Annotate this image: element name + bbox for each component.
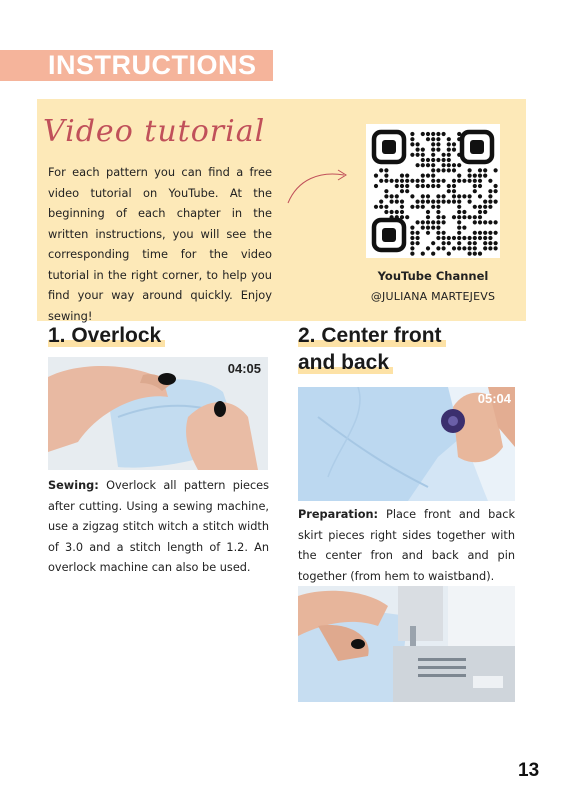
qr-dot xyxy=(452,148,456,152)
qr-dot xyxy=(410,137,414,141)
qr-dot xyxy=(457,132,461,136)
qr-dot xyxy=(421,179,425,183)
qr-dot xyxy=(374,205,378,209)
qr-dot xyxy=(436,231,440,235)
qr-dot xyxy=(395,215,399,219)
qr-dot xyxy=(478,252,482,256)
qr-dot xyxy=(473,205,477,209)
qr-dot xyxy=(447,168,451,172)
qr-dot xyxy=(478,210,482,214)
qr-dot xyxy=(400,184,404,188)
qr-dot xyxy=(462,226,466,230)
qr-dot xyxy=(442,132,446,136)
qr-dot xyxy=(426,163,430,167)
qr-dot xyxy=(483,231,487,235)
qr-dot xyxy=(436,184,440,188)
qr-dot xyxy=(395,210,399,214)
qr-dot xyxy=(452,184,456,188)
qr-dot xyxy=(457,220,461,224)
qr-dot xyxy=(384,205,388,209)
qr-dot xyxy=(426,174,430,178)
qr-dot xyxy=(416,205,420,209)
qr-dot xyxy=(447,189,451,193)
qr-dot xyxy=(405,184,409,188)
qr-dot xyxy=(390,179,394,183)
qr-dot xyxy=(488,200,492,204)
qr-dot xyxy=(431,226,435,230)
qr-dot xyxy=(436,179,440,183)
qr-dot xyxy=(462,215,466,219)
sewing-machine-image xyxy=(298,586,515,702)
qr-dot xyxy=(452,189,456,193)
qr-dot xyxy=(400,210,404,214)
qr-dot xyxy=(395,184,399,188)
qr-dot xyxy=(468,241,472,245)
qr-dot xyxy=(416,236,420,240)
qr-dot xyxy=(478,236,482,240)
qr-dot xyxy=(488,205,492,209)
qr-dot xyxy=(405,179,409,183)
qr-dot xyxy=(395,194,399,198)
qr-dot xyxy=(442,231,446,235)
qr-dot xyxy=(416,241,420,245)
qr-dot xyxy=(436,200,440,204)
qr-dot xyxy=(416,142,420,146)
qr-dot xyxy=(431,241,435,245)
qr-dot xyxy=(473,220,477,224)
qr-dot xyxy=(457,246,461,250)
qr-dot xyxy=(488,189,492,193)
qr-dot xyxy=(447,200,451,204)
section-1-timestamp: 04:05 xyxy=(227,361,261,376)
qr-dot xyxy=(457,200,461,204)
qr-dot xyxy=(447,148,451,152)
qr-dot xyxy=(473,215,477,219)
qr-dot xyxy=(447,241,451,245)
qr-dot xyxy=(452,194,456,198)
qr-dot xyxy=(436,205,440,209)
qr-dot xyxy=(426,226,430,230)
qr-dot xyxy=(436,246,440,250)
qr-dot xyxy=(483,168,487,172)
qr-dot xyxy=(494,246,498,250)
qr-dot xyxy=(478,215,482,219)
qr-dot xyxy=(457,137,461,141)
qr-dot xyxy=(395,200,399,204)
qr-dot xyxy=(468,194,472,198)
qr-dot xyxy=(436,168,440,172)
qr-dot xyxy=(478,194,482,198)
qr-dot xyxy=(426,158,430,162)
page-number: 13 xyxy=(518,760,540,781)
qr-dot xyxy=(384,179,388,183)
qr-dot xyxy=(457,153,461,157)
qr-dot xyxy=(494,168,498,172)
qr-dot xyxy=(400,179,404,183)
qr-dot xyxy=(488,241,492,245)
qr-dot xyxy=(447,236,451,240)
qr-code-icon xyxy=(366,124,500,258)
qr-dot xyxy=(468,246,472,250)
qr-dot xyxy=(390,210,394,214)
qr-dot xyxy=(426,246,430,250)
qr-dot xyxy=(431,163,435,167)
qr-dot xyxy=(416,200,420,204)
qr-dot xyxy=(452,246,456,250)
qr-dot xyxy=(442,158,446,162)
qr-dot xyxy=(436,194,440,198)
section-1-step-text: Overlock all pattern pieces after cutting. Using a sewing machine, use a zigzag stitch witch a stitch width of 3.0 and a stitch length of 1.2. An overlock machine can also be used. xyxy=(48,479,269,574)
qr-dot xyxy=(416,220,420,224)
qr-dot xyxy=(379,205,383,209)
qr-dot xyxy=(483,241,487,245)
qr-dot xyxy=(436,215,440,219)
qr-dot xyxy=(447,153,451,157)
qr-dot xyxy=(483,236,487,240)
page-title: INSTRUCTIONS xyxy=(48,50,257,80)
qr-dot xyxy=(421,163,425,167)
qr-dot xyxy=(431,220,435,224)
qr-dot xyxy=(483,205,487,209)
youtube-channel-handle[interactable]: @JULIANA MARTEJEVS xyxy=(370,290,496,303)
qr-dot xyxy=(478,174,482,178)
qr-dot xyxy=(421,200,425,204)
qr-dot xyxy=(416,153,420,157)
qr-dot xyxy=(431,200,435,204)
qr-dot xyxy=(494,241,498,245)
qr-dot xyxy=(447,184,451,188)
qr-dot xyxy=(442,215,446,219)
qr-dot xyxy=(462,194,466,198)
qr-dot xyxy=(442,220,446,224)
qr-dot xyxy=(462,179,466,183)
qr-dot xyxy=(457,194,461,198)
qr-dot xyxy=(478,168,482,172)
qr-dot xyxy=(431,179,435,183)
qr-dot xyxy=(431,132,435,136)
qr-dot xyxy=(473,184,477,188)
qr-dot xyxy=(488,194,492,198)
qr-dot xyxy=(410,236,414,240)
qr-dot xyxy=(410,194,414,198)
section-2-timestamp: 05:04 xyxy=(477,391,511,406)
qr-dot xyxy=(442,200,446,204)
qr-dot xyxy=(431,205,435,209)
qr-dot xyxy=(457,210,461,214)
section-2-title xyxy=(298,322,446,376)
qr-dot xyxy=(452,236,456,240)
qr-dot xyxy=(421,174,425,178)
qr-dot xyxy=(462,246,466,250)
qr-dot xyxy=(426,210,430,214)
qr-dot xyxy=(426,194,430,198)
qr-dot xyxy=(431,142,435,146)
qr-dot xyxy=(442,241,446,245)
qr-dot xyxy=(384,174,388,178)
qr-dot xyxy=(488,179,492,183)
qr-dot xyxy=(468,174,472,178)
qr-dot xyxy=(462,210,466,214)
qr-dot xyxy=(416,148,420,152)
qr-dot xyxy=(494,184,498,188)
qr-dot xyxy=(410,252,414,256)
qr-dot xyxy=(436,236,440,240)
qr-dot xyxy=(436,132,440,136)
qr-dot xyxy=(436,158,440,162)
qr-dot xyxy=(457,226,461,230)
qr-dot xyxy=(426,220,430,224)
qr-dot xyxy=(421,148,425,152)
qr-dot xyxy=(457,179,461,183)
qr-dot xyxy=(483,210,487,214)
section-2-text xyxy=(298,505,515,587)
qr-dot xyxy=(431,252,435,256)
qr-dot xyxy=(468,179,472,183)
qr-dot xyxy=(421,158,425,162)
qr-dot xyxy=(488,246,492,250)
qr-dot xyxy=(468,215,472,219)
qr-dot xyxy=(452,163,456,167)
qr-dot xyxy=(400,205,404,209)
qr-dot xyxy=(468,200,472,204)
qr-dot xyxy=(483,220,487,224)
video-tutorial-title: Video tutorial xyxy=(43,114,266,149)
qr-dot xyxy=(442,153,446,157)
qr-dot xyxy=(442,179,446,183)
qr-dot xyxy=(421,252,425,256)
qr-dot xyxy=(416,179,420,183)
qr-dot xyxy=(457,241,461,245)
qr-dot xyxy=(483,246,487,250)
video-tutorial-text: For each pattern you can find a free video tutorial on YouTube. At the beginning of each chapter in the written instructions, you will see the corresponding time for the video tutorial in the right corner, to help you find your way around quickly. Enjoy sewing! xyxy=(48,165,272,323)
qr-dot xyxy=(488,236,492,240)
qr-dot xyxy=(379,179,383,183)
qr-dot xyxy=(462,236,466,240)
section-1-video-thumbnail[interactable] xyxy=(48,357,268,470)
qr-dot xyxy=(457,174,461,178)
qr-dot xyxy=(447,163,451,167)
qr-dot xyxy=(436,142,440,146)
qr-dot xyxy=(421,132,425,136)
qr-dot xyxy=(447,137,451,141)
qr-dot xyxy=(400,215,404,219)
qr-dot xyxy=(436,220,440,224)
qr-dot xyxy=(400,200,404,204)
qr-dot xyxy=(410,153,414,157)
qr-dot xyxy=(447,252,451,256)
qr-dot xyxy=(473,231,477,235)
qr-dot xyxy=(410,231,414,235)
qr-dot xyxy=(426,184,430,188)
qr-dot xyxy=(473,252,477,256)
qr-dot xyxy=(390,215,394,219)
qr-dot xyxy=(452,215,456,219)
qr-dot xyxy=(431,174,435,178)
qr-dot xyxy=(468,252,472,256)
qr-dot xyxy=(478,179,482,183)
qr-dot xyxy=(473,241,477,245)
qr-dot xyxy=(488,231,492,235)
qr-dot xyxy=(426,215,430,219)
qr-dot xyxy=(442,246,446,250)
qr-dot xyxy=(410,179,414,183)
qr-dot xyxy=(410,132,414,136)
qr-dot xyxy=(410,246,414,250)
qr-dot xyxy=(442,168,446,172)
section-1-text xyxy=(48,476,269,579)
qr-dot xyxy=(405,189,409,193)
qr-dot xyxy=(431,168,435,172)
qr-dot xyxy=(405,174,409,178)
qr-dot xyxy=(421,153,425,157)
qr-dot xyxy=(390,200,394,204)
qr-dot xyxy=(473,174,477,178)
qr-dot xyxy=(426,200,430,204)
qr-dot xyxy=(436,226,440,230)
qr-dot xyxy=(400,174,404,178)
qr-dot xyxy=(416,163,420,167)
qr-dot xyxy=(436,137,440,141)
qr-dot xyxy=(442,236,446,240)
qr-dot xyxy=(473,246,477,250)
qr-dot xyxy=(468,168,472,172)
qr-code[interactable] xyxy=(366,124,500,258)
qr-dot xyxy=(379,168,383,172)
qr-dot xyxy=(405,215,409,219)
qr-dot xyxy=(447,142,451,146)
qr-dot xyxy=(390,194,394,198)
qr-dot xyxy=(400,189,404,193)
section-2-step-text: Place front and back skirt pieces right sides together with the center fron and back and pin together (from hem to waistband). xyxy=(298,508,515,583)
qr-dot xyxy=(494,200,498,204)
youtube-channel-label: YouTube Channel xyxy=(377,269,489,283)
qr-dot xyxy=(452,168,456,172)
qr-dot xyxy=(384,210,388,214)
qr-dot xyxy=(416,231,420,235)
qr-dot xyxy=(421,226,425,230)
qr-dot xyxy=(416,184,420,188)
section-2-title-line1: 2. Center front xyxy=(298,324,446,347)
qr-dot xyxy=(436,148,440,152)
section-1-step-label: Sewing: xyxy=(48,479,99,492)
sewing-machine-photo xyxy=(298,586,515,702)
qr-dot xyxy=(421,194,425,198)
qr-dot xyxy=(379,200,383,204)
qr-dot xyxy=(431,153,435,157)
section-2-step-label: Preparation: xyxy=(298,508,379,521)
qr-dot xyxy=(384,168,388,172)
qr-dot xyxy=(494,220,498,224)
qr-dot xyxy=(410,226,414,230)
qr-dot xyxy=(374,174,378,178)
qr-dot xyxy=(421,184,425,188)
qr-dot xyxy=(384,194,388,198)
section-1-title xyxy=(48,322,165,349)
section-2-video-thumbnail[interactable] xyxy=(298,387,515,501)
qr-dot xyxy=(452,142,456,146)
qr-dot xyxy=(410,205,414,209)
qr-dot xyxy=(494,189,498,193)
qr-dot xyxy=(488,220,492,224)
qr-dot xyxy=(431,158,435,162)
qr-dot xyxy=(426,137,430,141)
qr-dot xyxy=(426,132,430,136)
qr-dot xyxy=(410,142,414,146)
qr-dot xyxy=(473,179,477,183)
qr-dot xyxy=(442,163,446,167)
qr-dot xyxy=(442,194,446,198)
qr-dot xyxy=(457,205,461,209)
qr-dot xyxy=(473,189,477,193)
qr-dot xyxy=(457,163,461,167)
qr-dot xyxy=(431,184,435,188)
qr-dot xyxy=(457,231,461,235)
qr-dot xyxy=(473,236,477,240)
qr-dot xyxy=(478,205,482,209)
qr-dot xyxy=(421,220,425,224)
qr-dot xyxy=(452,179,456,183)
qr-dot xyxy=(452,200,456,204)
qr-dot xyxy=(410,241,414,245)
section-2-title-line2: and back xyxy=(298,351,393,374)
qr-dot xyxy=(478,220,482,224)
qr-dot xyxy=(384,189,388,193)
qr-dot xyxy=(483,200,487,204)
qr-dot xyxy=(483,174,487,178)
section-1-title-text: 1. Overlock xyxy=(48,324,165,347)
qr-dot xyxy=(421,205,425,209)
qr-dot xyxy=(457,215,461,219)
qr-dot xyxy=(426,231,430,235)
qr-dot xyxy=(447,158,451,162)
qr-dot xyxy=(494,231,498,235)
qr-dot xyxy=(374,184,378,188)
qr-dot xyxy=(478,184,482,188)
qr-dot xyxy=(478,231,482,235)
qr-dot xyxy=(395,179,399,183)
qr-dot xyxy=(468,236,472,240)
curved-arrow-icon xyxy=(286,165,352,207)
qr-dot xyxy=(457,236,461,240)
qr-dot xyxy=(436,210,440,214)
qr-dot xyxy=(431,148,435,152)
qr-dot xyxy=(431,137,435,141)
